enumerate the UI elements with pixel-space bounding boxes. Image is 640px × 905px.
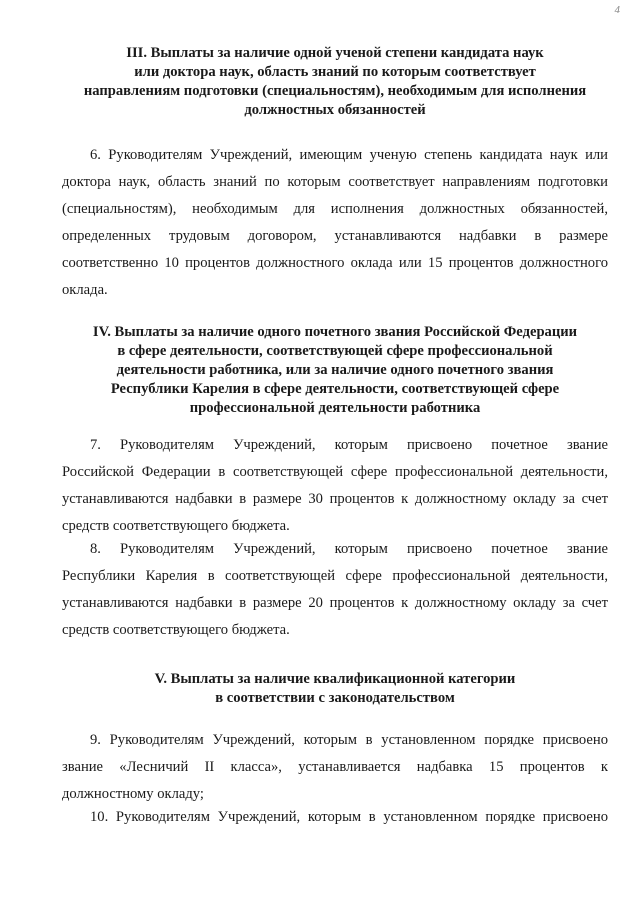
paragraph-line: 6. Руководителям Учреждений, имеющим ученую степень кандидата наук или xyxy=(90,147,608,163)
paragraph-line: 10. Руководителям Учреждений, которым в установленном порядке присвоено xyxy=(90,809,608,825)
heading-line: IV. Выплаты за наличие одного почетного звания Российской Федерации xyxy=(92,324,578,340)
paragraph-line: определенных трудовым договором, устанавливаются надбавки в размере xyxy=(62,228,608,244)
section-5-heading xyxy=(62,670,608,708)
heading-line: деятельности работника, или за наличие одного почетного звания xyxy=(116,362,554,378)
paragraph-line: средств соответствующего бюджета. xyxy=(62,518,290,534)
heading-line: в сфере деятельности, соответствующей сфере профессиональной xyxy=(117,343,553,359)
heading-line: направлениям подготовки (специальностям), необходимым для исполнения xyxy=(83,83,587,99)
paragraph-line: 9. Руководителям Учреждений, которым в установленном порядке присвоено xyxy=(90,732,608,748)
heading-line: III. Выплаты за наличие одной ученой степени кандидата наук xyxy=(126,45,544,61)
paragraph-line: устанавливаются надбавки в размере 20 процентов к должностному окладу за счет xyxy=(62,595,608,611)
heading-line: должностных обязанностей xyxy=(244,102,426,118)
paragraph-line: Российской Федерации в соответствующей сфере профессиональной деятельности, xyxy=(62,464,608,480)
paragraph-line: (специальностям), необходимым для исполнения должностных обязанностей, xyxy=(62,201,608,217)
paragraph-line: устанавливаются надбавки в размере 30 процентов к должностному окладу за счет xyxy=(62,491,608,507)
paragraph-7 xyxy=(62,432,608,540)
page-number-mark: 4 xyxy=(614,4,620,16)
section-3-heading xyxy=(62,44,608,120)
paragraph-line: доктора наук, область знаний по которым соответствует направлениям подготовки xyxy=(62,174,608,190)
paragraph-line: соответственно 10 процентов должностного оклада или 15 процентов должностного xyxy=(62,255,608,271)
paragraph-10 xyxy=(62,804,608,831)
section-4-heading xyxy=(62,323,608,418)
heading-line: в соответствии с законодательством xyxy=(215,690,455,706)
paragraph-line: должностному окладу; xyxy=(62,786,204,802)
paragraph-line: звание «Лесничий II класса», устанавливается надбавка 15 процентов к xyxy=(62,759,608,775)
heading-line: Республики Карелия в сфере деятельности, соответствующей сфере xyxy=(110,381,560,397)
paragraph-line: оклада. xyxy=(62,282,108,298)
paragraph-8 xyxy=(62,536,608,644)
paragraph-line: средств соответствующего бюджета. xyxy=(62,622,290,638)
heading-line: или доктора наук, область знаний по которым соответствует xyxy=(134,64,536,80)
paragraph-line: Республики Карелия в соответствующей сфере профессиональной деятельности, xyxy=(62,568,608,584)
paragraph-line: 8. Руководителям Учреждений, которым присвоено почетное звание xyxy=(90,541,608,557)
paragraph-line: 7. Руководителям Учреждений, которым присвоено почетное звание xyxy=(90,437,608,453)
paragraph-9 xyxy=(62,727,608,808)
heading-line: профессиональной деятельности работника xyxy=(189,400,481,416)
heading-line: V. Выплаты за наличие квалификационной категории xyxy=(154,671,516,687)
paragraph-6 xyxy=(62,142,608,304)
